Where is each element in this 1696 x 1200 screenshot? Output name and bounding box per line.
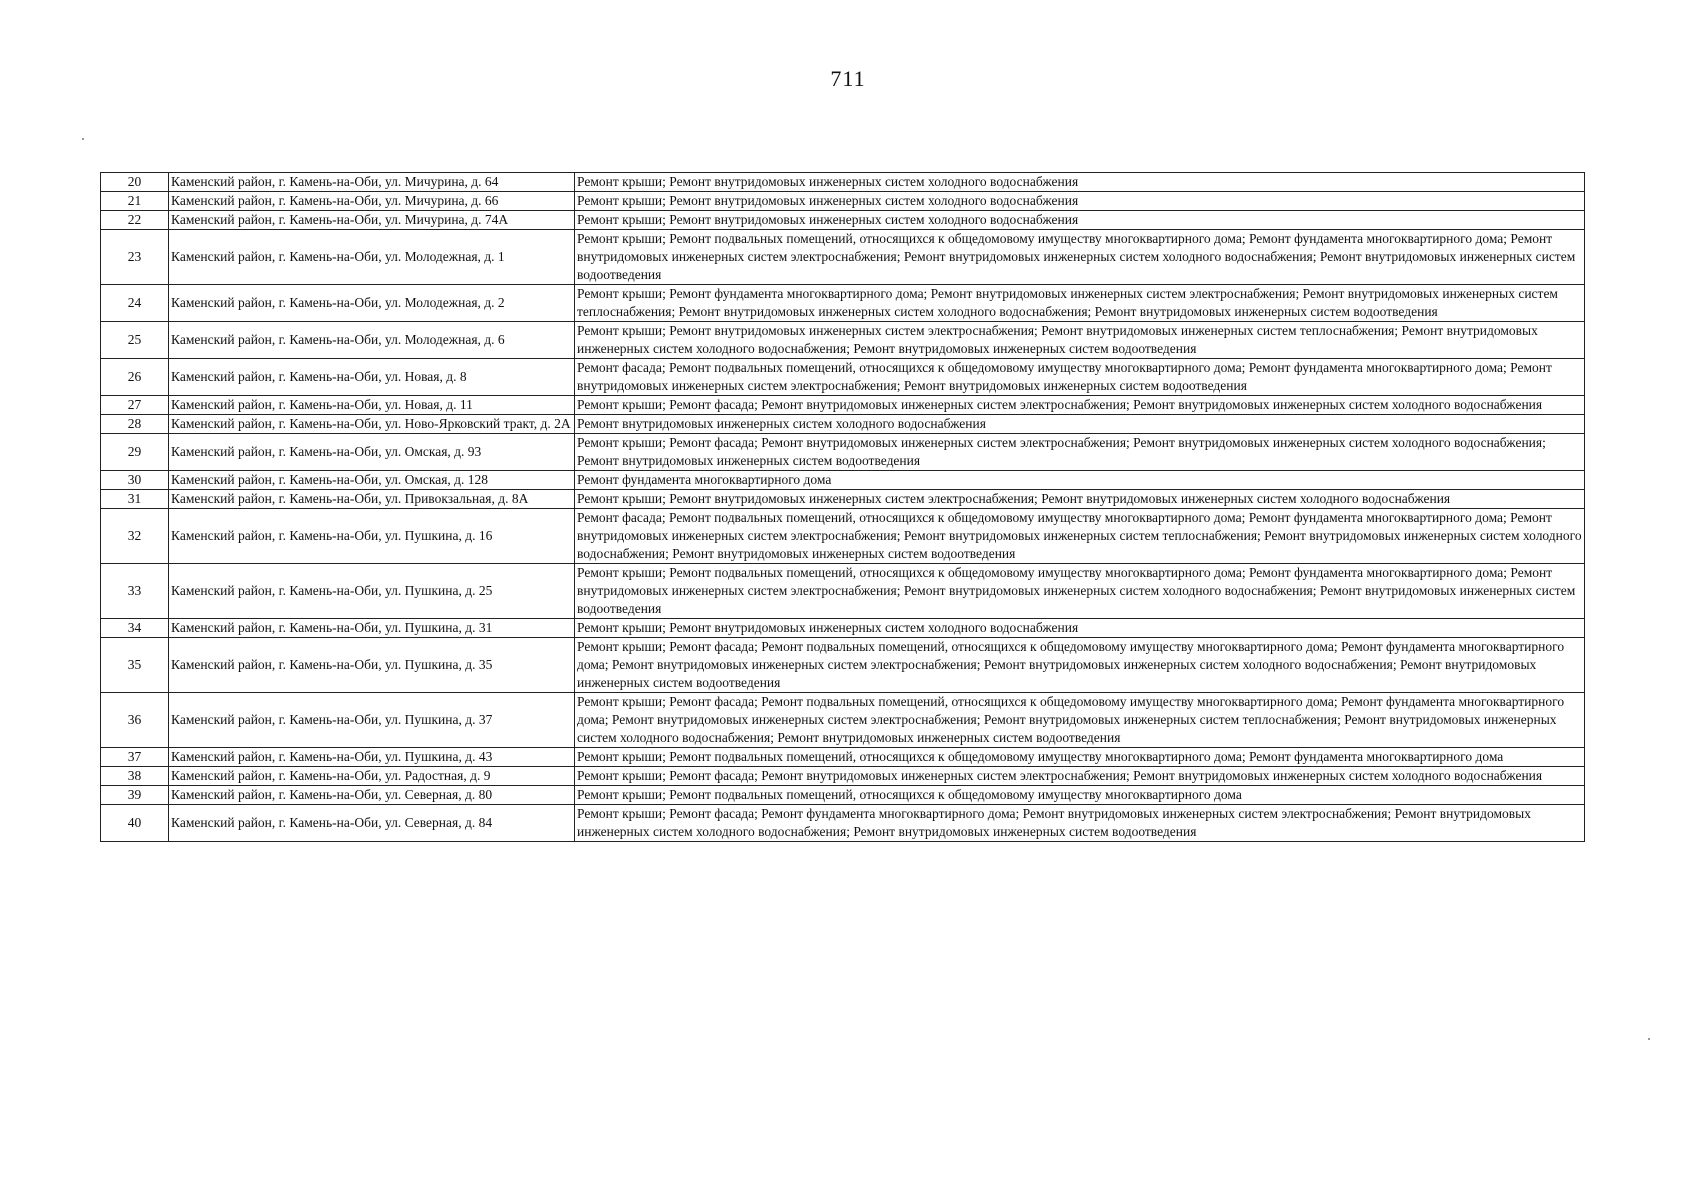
table-row — [101, 322, 1585, 359]
table-row — [101, 619, 1585, 638]
works-cell: Ремонт крыши; Ремонт фасада; Ремонт подвальных помещений, относящихся к общедомовому имуществу многоквартирного дома; Ремонт фундамента многоквартирного дома; Ремонт внутридомовых инженерных систем электроснабжения; Ремонт внутридомовых инженерных систем холодного водоснабжения; Ремонт внутридомовых инженерных систем водоотведения — [575, 638, 1585, 693]
address-cell: Каменский район, г. Камень-на-Оби, ул. Ново-Ярковский тракт, д. 2А — [169, 415, 575, 434]
works-cell: Ремонт крыши; Ремонт внутридомовых инженерных систем холодного водоснабжения — [575, 619, 1585, 638]
table-row — [101, 638, 1585, 693]
address-cell: Каменский район, г. Камень-на-Оби, ул. Мичурина, д. 74А — [169, 211, 575, 230]
address-cell: Каменский район, г. Камень-на-Оби, ул. Северная, д. 80 — [169, 786, 575, 805]
table-row — [101, 211, 1585, 230]
address-cell: Каменский район, г. Камень-на-Оби, ул. Новая, д. 8 — [169, 359, 575, 396]
address-cell: Каменский район, г. Камень-на-Оби, ул. Пушкина, д. 31 — [169, 619, 575, 638]
works-cell: Ремонт крыши; Ремонт внутридомовых инженерных систем холодного водоснабжения — [575, 211, 1585, 230]
works-cell: Ремонт крыши; Ремонт фасада; Ремонт внутридомовых инженерных систем электроснабжения; Ремонт внутридомовых инженерных систем холодного водоснабжения; Ремонт внутридомовых инженерных систем водоотведения — [575, 434, 1585, 471]
row-number: 26 — [101, 359, 169, 396]
table-row — [101, 359, 1585, 396]
works-cell: Ремонт фасада; Ремонт подвальных помещений, относящихся к общедомовому имуществу многоквартирного дома; Ремонт фундамента многоквартирного дома; Ремонт внутридомовых инженерных систем электроснабжения; Ремонт внутридомовых инженерных систем водоотведения — [575, 359, 1585, 396]
table-row — [101, 434, 1585, 471]
address-cell: Каменский район, г. Камень-на-Оби, ул. Молодежная, д. 6 — [169, 322, 575, 359]
table-row — [101, 509, 1585, 564]
table-row — [101, 693, 1585, 748]
address-cell: Каменский район, г. Камень-на-Оби, ул. Мичурина, д. 64 — [169, 173, 575, 192]
address-cell: Каменский район, г. Камень-на-Оби, ул. Пушкина, д. 25 — [169, 564, 575, 619]
works-cell: Ремонт крыши; Ремонт подвальных помещений, относящихся к общедомовому имуществу многоквартирного дома; Ремонт фундамента многоквартирного дома; Ремонт внутридомовых инженерных систем электроснабжения; Ремонт внутридомовых инженерных систем холодного водоснабжения; Ремонт внутридомовых инженерных систем водоотведения — [575, 564, 1585, 619]
works-cell: Ремонт крыши; Ремонт подвальных помещений, относящихся к общедомовому имуществу многоквартирного дома — [575, 786, 1585, 805]
works-cell: Ремонт крыши; Ремонт фундамента многоквартирного дома; Ремонт внутридомовых инженерных систем электроснабжения; Ремонт внутридомовых инженерных систем теплоснабжения; Ремонт внутридомовых инженерных систем холодного водоснабжения; Ремонт внутридомовых инженерных систем водоотведения — [575, 285, 1585, 322]
table-row — [101, 471, 1585, 490]
address-cell: Каменский район, г. Камень-на-Оби, ул. Привокзальная, д. 8А — [169, 490, 575, 509]
address-cell: Каменский район, г. Камень-на-Оби, ул. Мичурина, д. 66 — [169, 192, 575, 211]
works-cell: Ремонт крыши; Ремонт фасада; Ремонт внутридомовых инженерных систем электроснабжения; Ремонт внутридомовых инженерных систем холодного водоснабжения — [575, 767, 1585, 786]
row-number: 23 — [101, 230, 169, 285]
row-number: 40 — [101, 805, 169, 842]
address-cell: Каменский район, г. Камень-на-Оби, ул. Омская, д. 93 — [169, 434, 575, 471]
repair-works-table — [100, 172, 1585, 842]
row-number: 33 — [101, 564, 169, 619]
table-row — [101, 564, 1585, 619]
works-cell: Ремонт крыши; Ремонт внутридомовых инженерных систем электроснабжения; Ремонт внутридомовых инженерных систем теплоснабжения; Ремонт внутридомовых инженерных систем холодного водоснабжения; Ремонт внутридомовых инженерных систем водоотведения — [575, 322, 1585, 359]
row-number: 35 — [101, 638, 169, 693]
address-cell: Каменский район, г. Камень-на-Оби, ул. Пушкина, д. 35 — [169, 638, 575, 693]
works-cell: Ремонт крыши; Ремонт подвальных помещений, относящихся к общедомовому имуществу многоквартирного дома; Ремонт фундамента многоквартирного дома; Ремонт внутридомовых инженерных систем электроснабжения; Ремонт внутридомовых инженерных систем холодного водоснабжения; Ремонт внутридомовых инженерных систем водоотведения — [575, 230, 1585, 285]
address-cell: Каменский район, г. Камень-на-Оби, ул. Радостная, д. 9 — [169, 767, 575, 786]
row-number: 21 — [101, 192, 169, 211]
address-cell: Каменский район, г. Камень-на-Оби, ул. Пушкина, д. 37 — [169, 693, 575, 748]
works-cell: Ремонт фасада; Ремонт подвальных помещений, относящихся к общедомовому имуществу многоквартирного дома; Ремонт фундамента многоквартирного дома; Ремонт внутридомовых инженерных систем электроснабжения; Ремонт внутридомовых инженерных систем теплоснабжения; Ремонт внутридомовых инженерных систем холодного водоснабжения; Ремонт внутридомовых инженерных систем водоотведения — [575, 509, 1585, 564]
address-cell: Каменский район, г. Камень-на-Оби, ул. Молодежная, д. 1 — [169, 230, 575, 285]
table-row — [101, 748, 1585, 767]
address-cell: Каменский район, г. Камень-на-Оби, ул. Пушкина, д. 43 — [169, 748, 575, 767]
row-number: 29 — [101, 434, 169, 471]
works-cell: Ремонт крыши; Ремонт фасада; Ремонт фундамента многоквартирного дома; Ремонт внутридомовых инженерных систем электроснабжения; Ремонт внутридомовых инженерных систем холодного водоснабжения; Ремонт внутридомовых инженерных систем водоотведения — [575, 805, 1585, 842]
address-cell: Каменский район, г. Камень-на-Оби, ул. Северная, д. 84 — [169, 805, 575, 842]
page-number: 711 — [830, 66, 866, 91]
works-cell: Ремонт крыши; Ремонт фасада; Ремонт подвальных помещений, относящихся к общедомовому имуществу многоквартирного дома; Ремонт фундамента многоквартирного дома; Ремонт внутридомовых инженерных систем электроснабжения; Ремонт внутридомовых инженерных систем теплоснабжения; Ремонт внутридомовых инженерных систем холодного водоснабжения; Ремонт внутридомовых инженерных систем водоотведения — [575, 693, 1585, 748]
table-row — [101, 230, 1585, 285]
works-cell: Ремонт крыши; Ремонт внутридомовых инженерных систем холодного водоснабжения — [575, 192, 1585, 211]
table-row — [101, 805, 1585, 842]
table-row — [101, 767, 1585, 786]
scan-speck — [82, 138, 84, 140]
table-row — [101, 173, 1585, 192]
row-number: 39 — [101, 786, 169, 805]
works-cell: Ремонт крыши; Ремонт фасада; Ремонт внутридомовых инженерных систем электроснабжения; Ремонт внутридомовых инженерных систем холодного водоснабжения — [575, 396, 1585, 415]
address-cell: Каменский район, г. Камень-на-Оби, ул. Новая, д. 11 — [169, 396, 575, 415]
row-number: 36 — [101, 693, 169, 748]
works-cell: Ремонт крыши; Ремонт внутридомовых инженерных систем холодного водоснабжения — [575, 173, 1585, 192]
works-cell: Ремонт внутридомовых инженерных систем холодного водоснабжения — [575, 415, 1585, 434]
works-cell: Ремонт фундамента многоквартирного дома — [575, 471, 1585, 490]
table-body — [101, 173, 1585, 842]
works-cell: Ремонт крыши; Ремонт подвальных помещений, относящихся к общедомовому имуществу многоквартирного дома; Ремонт фундамента многоквартирного дома — [575, 748, 1585, 767]
row-number: 32 — [101, 509, 169, 564]
row-number: 22 — [101, 211, 169, 230]
row-number: 24 — [101, 285, 169, 322]
table-row — [101, 192, 1585, 211]
works-cell: Ремонт крыши; Ремонт внутридомовых инженерных систем электроснабжения; Ремонт внутридомовых инженерных систем холодного водоснабжения — [575, 490, 1585, 509]
row-number: 28 — [101, 415, 169, 434]
row-number: 25 — [101, 322, 169, 359]
address-cell: Каменский район, г. Камень-на-Оби, ул. Омская, д. 128 — [169, 471, 575, 490]
table-row — [101, 415, 1585, 434]
row-number: 27 — [101, 396, 169, 415]
row-number: 31 — [101, 490, 169, 509]
row-number: 34 — [101, 619, 169, 638]
table-row — [101, 285, 1585, 322]
scan-speck — [1648, 1038, 1650, 1040]
row-number: 20 — [101, 173, 169, 192]
row-number: 38 — [101, 767, 169, 786]
row-number: 37 — [101, 748, 169, 767]
table-row — [101, 396, 1585, 415]
table-row — [101, 786, 1585, 805]
row-number: 30 — [101, 471, 169, 490]
address-cell: Каменский район, г. Камень-на-Оби, ул. Молодежная, д. 2 — [169, 285, 575, 322]
table-row — [101, 490, 1585, 509]
address-cell: Каменский район, г. Камень-на-Оби, ул. Пушкина, д. 16 — [169, 509, 575, 564]
